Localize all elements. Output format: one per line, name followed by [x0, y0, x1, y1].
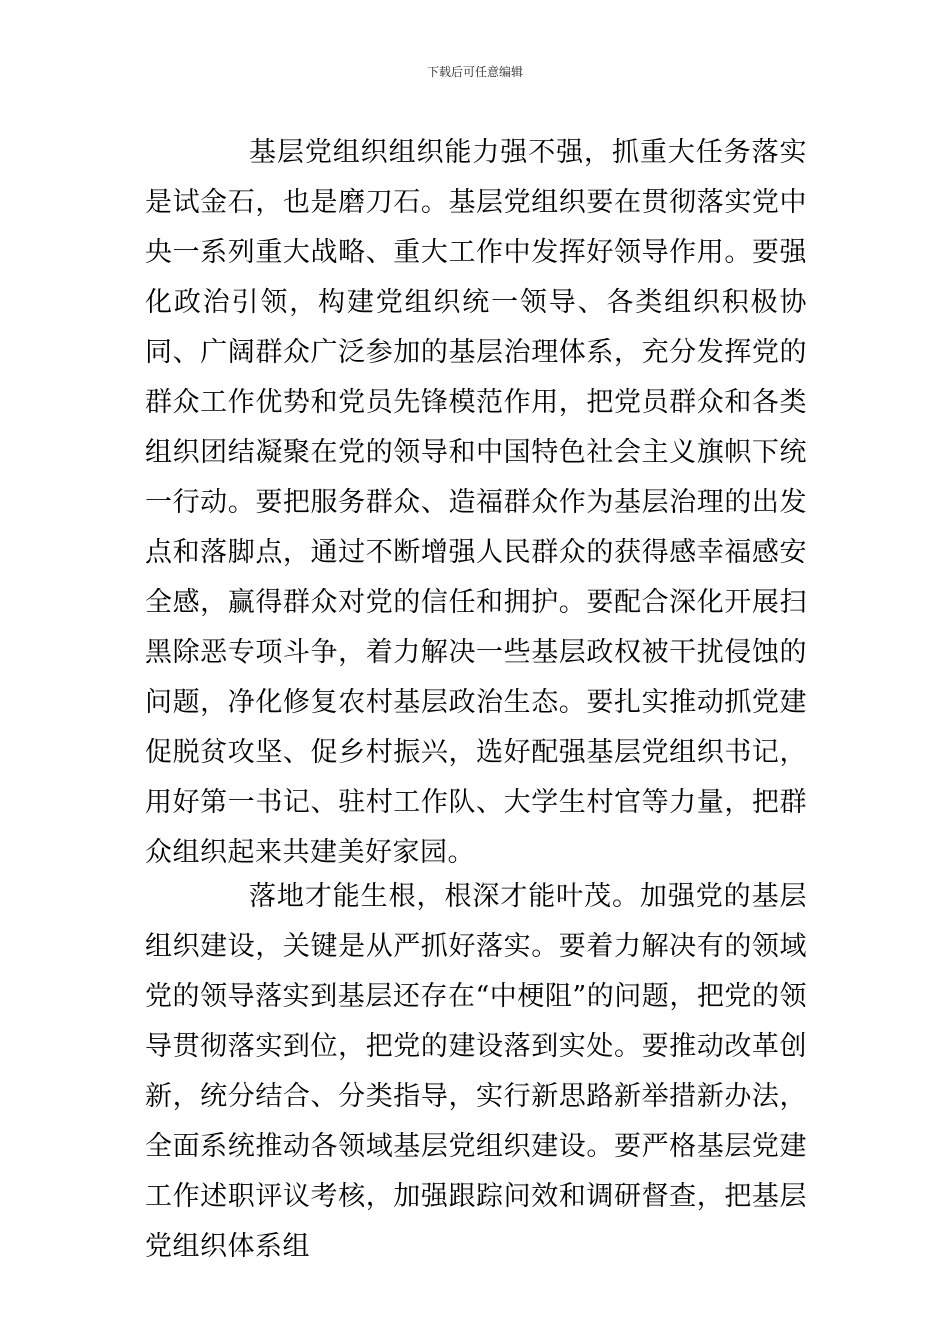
- paragraph-2: 落地才能生根，根深才能叶茂。加强党的基层组织建设，关键是从严抓好落实。要着力解决有的领域党的领导落实到基层还存在“中梗阻”的问题，把党的领导贯彻落实到位，把党的建设落到实处。要推动改革创新，统分结合、分类指导，实行新思路新举措新办法，全面系统推动各领域基层党组织建设。要严格基层党建工作述职评议考核，加强跟踪问效和调研督查，把基层党组织体系组: [145, 881, 807, 1262]
- page-header-note: 下载后可任意编辑: [426, 65, 523, 79]
- paragraph-1: 基层党组织组织能力强不强，抓重大任务落实是试金石，也是磨刀石。基层党组织要在贯彻落实党中央一系列重大战略、重大工作中发挥好领导作用。要强化政治引领，构建党组织统一领导、各类组织积极协同、广阔群众广泛参加的基层治理体系，充分发挥党的群众工作优势和党员先锋模范作用，把党员群众和各类组织团结凝聚在党的领导和中国特色社会主义旗帜下统一行动。要把服务群众、造福群众作为基层治理的出发点和落脚点，通过不断增强人民群众的获得感幸福感安全感，赢得群众对党的信任和拥护。要配合深化开展扫黑除恶专项斗争，着力解决一些基层政权被干扰侵蚀的问题，净化修复农村基层政治生态。要扎实推动抓党建促脱贫攻坚、促乡村振兴，选好配强基层党组织书记，用好第一书记、驻村工作队、大学生村官等力量，把群众组织起来共建美好家园。: [145, 137, 807, 868]
